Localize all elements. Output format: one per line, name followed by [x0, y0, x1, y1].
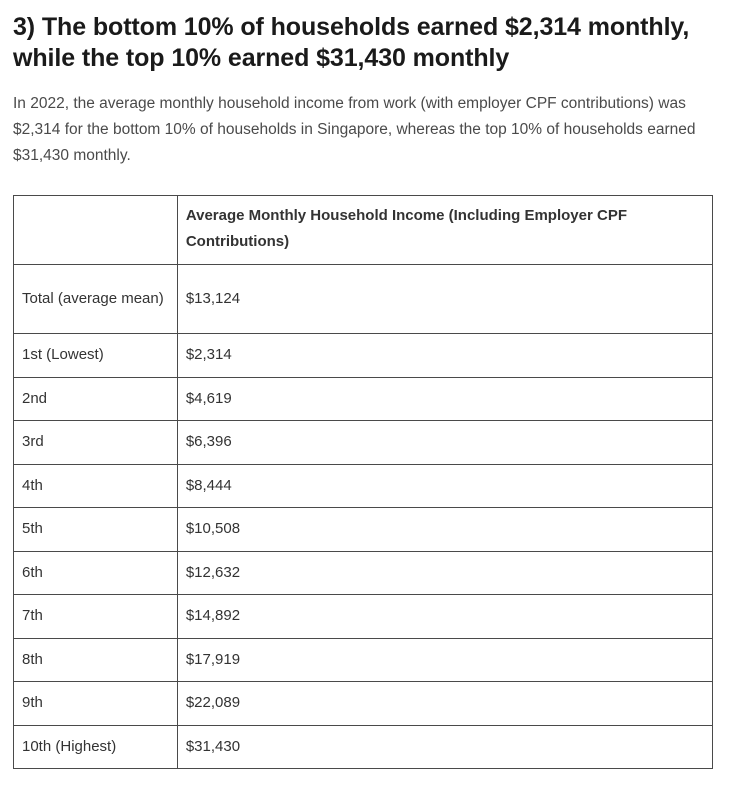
row-label: 1st (Lowest) — [14, 334, 178, 378]
table-row — [14, 508, 713, 552]
table-row — [14, 682, 713, 726]
row-label: 6th — [14, 551, 178, 595]
row-label: 7th — [14, 595, 178, 639]
row-value: $22,089 — [177, 682, 712, 726]
table-row — [14, 377, 713, 421]
table-header-row — [14, 196, 713, 265]
row-value: $4,619 — [177, 377, 712, 421]
row-label: 5th — [14, 508, 178, 552]
row-value: $8,444 — [177, 464, 712, 508]
row-value: $2,314 — [177, 334, 712, 378]
row-value: $17,919 — [177, 638, 712, 682]
section-heading: 3) The bottom 10% of households earned $2,314 monthly, while the top 10% earned $31,430 monthly — [13, 13, 690, 72]
table-row — [14, 725, 713, 769]
table-row — [14, 464, 713, 508]
intro-paragraph: In 2022, the average monthly household income from work (with employer CPF contributions) was $2,314 for the bottom 10% of households in Singapore, whereas the top 10% of households earned $31,430 monthly. — [13, 95, 696, 164]
table-row — [14, 595, 713, 639]
table-row — [14, 334, 713, 378]
row-label: 8th — [14, 638, 178, 682]
row-value: $14,892 — [177, 595, 712, 639]
row-label: 10th (Highest) — [14, 725, 178, 769]
row-value: $6,396 — [177, 421, 712, 465]
header-cell-income: Average Monthly Household Income (Including Employer CPF Contributions) — [177, 196, 712, 265]
header-cell-blank — [14, 196, 178, 265]
table-row — [14, 638, 713, 682]
row-value: $10,508 — [177, 508, 712, 552]
income-table — [13, 195, 713, 769]
table-row — [14, 551, 713, 595]
row-label: Total (average mean) — [14, 265, 178, 334]
row-label: 9th — [14, 682, 178, 726]
row-label: 2nd — [14, 377, 178, 421]
row-value: $12,632 — [177, 551, 712, 595]
row-value: $31,430 — [177, 725, 712, 769]
table-row — [14, 421, 713, 465]
row-label: 3rd — [14, 421, 178, 465]
row-label: 4th — [14, 464, 178, 508]
row-value: $13,124 — [177, 265, 712, 334]
table-row — [14, 265, 713, 334]
